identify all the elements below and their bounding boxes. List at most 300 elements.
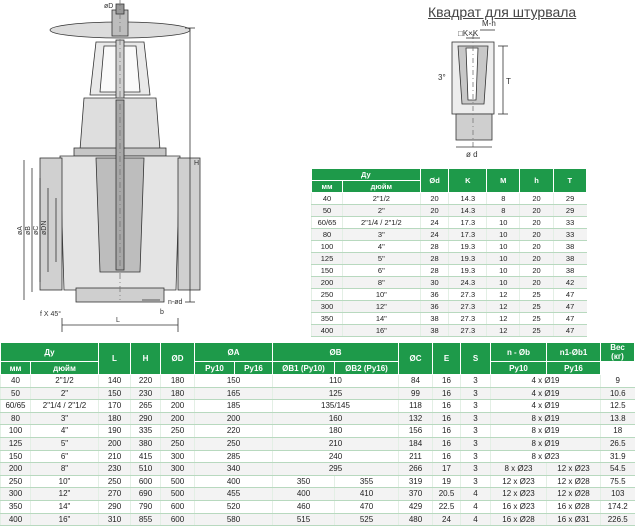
table-cell-mm: 300 (1, 488, 31, 501)
table-cell: 12 (487, 301, 520, 313)
header-K: K (449, 169, 487, 193)
table-cell: 400 (312, 325, 343, 337)
label-3deg: 3° (438, 73, 446, 82)
table-cell-A: 200 (195, 412, 273, 425)
table-cell: 12 (487, 313, 520, 325)
table-cell: 30 (420, 277, 449, 289)
table-cell-A: 400 (195, 475, 273, 488)
table-row (312, 205, 587, 217)
table-row (1, 513, 635, 526)
table-cell-C: 99 (399, 387, 433, 400)
table-cell: 19.3 (449, 241, 487, 253)
table-cell-nb: 8 х Ø23 (491, 463, 547, 476)
table-cell-D: 200 (161, 412, 195, 425)
table-cell: 27.3 (449, 289, 487, 301)
table-cell: 47 (553, 301, 586, 313)
table-cell: 10 (487, 265, 520, 277)
header-weight (601, 343, 635, 362)
table-cell-S: 4 (461, 513, 491, 526)
table-cell-S: 3 (461, 425, 491, 438)
table-cell-H: 220 (131, 375, 161, 388)
header-E: E (433, 343, 461, 375)
table-cell-L: 150 (99, 387, 131, 400)
table-cell-B1: 515 (273, 513, 335, 526)
table-cell: 125 (312, 253, 343, 265)
table-cell-B1: 350 (273, 475, 335, 488)
table-cell: 24.3 (449, 277, 487, 289)
table-cell: 38 (553, 265, 586, 277)
table-cell-E: 16 (433, 437, 461, 450)
table-cell: 8 (487, 193, 520, 205)
table-cell-B2: 470 (335, 500, 399, 513)
table-cell: 8" (343, 277, 421, 289)
table-cell-D: 250 (161, 425, 195, 438)
table-row (312, 313, 587, 325)
table-cell-E: 22.5 (433, 500, 461, 513)
table-cell-A: 580 (195, 513, 273, 526)
table-cell: 20 (520, 253, 553, 265)
table-cell: 14" (343, 313, 421, 325)
table-cell-D: 300 (161, 450, 195, 463)
table-row (312, 265, 587, 277)
table-cell-n1b1: 16 х Ø28 (547, 500, 601, 513)
table-cell: 2" (343, 205, 421, 217)
table-cell-w: 26.5 (601, 437, 635, 450)
table-cell: 47 (553, 325, 586, 337)
table-cell-C: 429 (399, 500, 433, 513)
table-cell-mm: 400 (1, 513, 31, 526)
table-cell: 20 (520, 217, 553, 229)
table-cell-D: 600 (161, 513, 195, 526)
table-row (312, 277, 587, 289)
table-cell-H: 690 (131, 488, 161, 501)
table-cell: 24 (420, 217, 449, 229)
table-cell-E: 16 (433, 425, 461, 438)
square-dimensions-table (311, 168, 587, 337)
table-cell-C: 319 (399, 475, 433, 488)
table-row (312, 229, 587, 241)
table-row (312, 301, 587, 313)
table-cell-nb: 4 х Ø19 (491, 400, 601, 413)
label-phiDN: øDN (41, 220, 48, 235)
header-weight-unit: (кг) (611, 352, 624, 361)
table-cell-C: 132 (399, 412, 433, 425)
table-cell-inch: 6" (31, 450, 99, 463)
header-C: ØC (399, 343, 433, 375)
table-cell: 29 (553, 193, 586, 205)
header-weight-label: Вес (610, 343, 625, 352)
table-cell: 28 (420, 253, 449, 265)
table-cell: 10 (487, 241, 520, 253)
table-cell-inch: 12" (31, 488, 99, 501)
table-row (1, 450, 635, 463)
table-cell-B: 240 (273, 450, 399, 463)
table-cell-mm: 60/65 (1, 400, 31, 413)
table-cell: 3" (343, 229, 421, 241)
table-cell: 36 (420, 301, 449, 313)
table-cell-D: 500 (161, 475, 195, 488)
table-cell-E: 19 (433, 475, 461, 488)
table-cell-B2: 410 (335, 488, 399, 501)
table-cell: 29 (553, 205, 586, 217)
table-cell-inch: 2"1/4 / 2"1/2 (31, 400, 99, 413)
table-cell-nb: 8 х Ø19 (491, 425, 601, 438)
table-cell: 12 (487, 289, 520, 301)
table-row (1, 425, 635, 438)
label-phiD: øD (104, 3, 114, 10)
header-A-pn16: Ру16 (235, 362, 273, 375)
table-cell-nb: 8 х Ø19 (491, 437, 601, 450)
table-cell-S: 3 (461, 450, 491, 463)
table-cell: 33 (553, 217, 586, 229)
table-cell: 10" (343, 289, 421, 301)
table-cell-S: 3 (461, 412, 491, 425)
header-h: h (520, 169, 553, 193)
header-T: T (553, 169, 586, 193)
header-nb: n - Øb (491, 343, 547, 362)
table-cell-D: 200 (161, 400, 195, 413)
table-cell-C: 156 (399, 425, 433, 438)
table-cell: 25 (520, 325, 553, 337)
table-cell: 10 (487, 277, 520, 289)
label-L: L (116, 317, 120, 324)
table-cell: 8 (487, 205, 520, 217)
table-cell-inch: 2" (31, 387, 99, 400)
table-cell-nb: 4 х Ø19 (491, 387, 601, 400)
table-cell-L: 170 (99, 400, 131, 413)
table-row (1, 500, 635, 513)
header-L: L (99, 343, 131, 375)
table-cell: 25 (520, 313, 553, 325)
table-cell-D: 600 (161, 500, 195, 513)
table-cell-D: 180 (161, 375, 195, 388)
label-fx45: f X 45° (40, 311, 62, 318)
header-B: ØB (273, 343, 399, 362)
table-cell: 27.3 (449, 313, 487, 325)
table-cell: 4" (343, 241, 421, 253)
table-cell-H: 335 (131, 425, 161, 438)
header-A: ØA (195, 343, 273, 362)
table-cell-C: 266 (399, 463, 433, 476)
table-row (312, 193, 587, 205)
valve-dimensions-table (0, 342, 635, 526)
table-cell-H: 380 (131, 437, 161, 450)
table-cell-C: 480 (399, 513, 433, 526)
header-A-pn10: Ру10 (195, 362, 235, 375)
table-cell: 17.3 (449, 229, 487, 241)
table-cell-E: 24 (433, 513, 461, 526)
table-cell: 10 (487, 229, 520, 241)
header-inch: дюйм (343, 181, 421, 193)
table-cell-E: 16 (433, 375, 461, 388)
table-cell-D: 300 (161, 463, 195, 476)
label-b: b (160, 309, 164, 316)
label-nd: n-ød (168, 299, 183, 306)
table-cell-B: 295 (273, 463, 399, 476)
table-cell: 38 (420, 325, 449, 337)
table-cell-E: 16 (433, 400, 461, 413)
table-cell-B1: 400 (273, 488, 335, 501)
table-cell: 20 (520, 229, 553, 241)
table-cell: 14.3 (449, 205, 487, 217)
header-du: Ду (1, 343, 99, 362)
table-cell-E: 16 (433, 412, 461, 425)
table-cell-H: 415 (131, 450, 161, 463)
header-H: H (131, 343, 161, 375)
table-row (312, 325, 587, 337)
label-phiC: øC (33, 225, 40, 235)
table-cell-L: 310 (99, 513, 131, 526)
table-cell: 38 (420, 313, 449, 325)
table-cell-nb: 12 х Ø23 (491, 488, 547, 501)
table-cell: 12" (343, 301, 421, 313)
table-cell: 150 (312, 265, 343, 277)
table-cell-S: 3 (461, 375, 491, 388)
table-cell: 40 (312, 193, 343, 205)
table-cell-w: 10.6 (601, 387, 635, 400)
table-row (1, 475, 635, 488)
header-inch: дюйм (31, 362, 99, 375)
table-cell-inch: 14" (31, 500, 99, 513)
table-cell: 20 (420, 193, 449, 205)
table-cell-L: 210 (99, 450, 131, 463)
table-cell: 25 (520, 301, 553, 313)
header-M: M (487, 169, 520, 193)
table-cell-H: 265 (131, 400, 161, 413)
table-cell: 20 (520, 205, 553, 217)
square-title: Квадрат для штурвала (428, 4, 577, 20)
table-cell-inch: 5" (31, 437, 99, 450)
header-nb-pn10: Ру10 (491, 362, 547, 375)
table-cell-nb: 16 х Ø23 (491, 500, 547, 513)
table-cell: 200 (312, 277, 343, 289)
table-cell-S: 3 (461, 400, 491, 413)
table-cell-E: 17 (433, 463, 461, 476)
table-cell-D: 250 (161, 437, 195, 450)
table-cell-A: 150 (195, 375, 273, 388)
table-cell: 2"1/4 / 2"1/2 (343, 217, 421, 229)
header-B1: ØB1 (Ру10) (273, 362, 335, 375)
table-row (1, 387, 635, 400)
table-cell-n1b1: 12 х Ø28 (547, 488, 601, 501)
table-cell-B: 210 (273, 437, 399, 450)
table-cell-L: 190 (99, 425, 131, 438)
table-cell-w: 12.5 (601, 400, 635, 413)
table-cell-w: 31.9 (601, 450, 635, 463)
table-row (1, 463, 635, 476)
table-cell-L: 230 (99, 463, 131, 476)
label-T: T (506, 77, 511, 86)
table-cell-H: 230 (131, 387, 161, 400)
table-cell-D: 500 (161, 488, 195, 501)
table-cell: 10 (487, 253, 520, 265)
table-cell: 50 (312, 205, 343, 217)
table-cell-S: 4 (461, 500, 491, 513)
table-row (1, 437, 635, 450)
table-cell-w: 13.8 (601, 412, 635, 425)
label-phiA: øA (17, 226, 24, 235)
table-cell-S: 3 (461, 387, 491, 400)
table-cell-nb: 4 х Ø19 (491, 375, 601, 388)
header-D: ØD (161, 343, 195, 375)
table-cell-mm: 40 (1, 375, 31, 388)
table-cell-inch: 4" (31, 425, 99, 438)
table-cell-E: 16 (433, 450, 461, 463)
table-cell: 19.3 (449, 253, 487, 265)
table-cell: 33 (553, 229, 586, 241)
label-KK: □K×K (458, 29, 479, 38)
table-cell-n1b1: 16 х Ø31 (547, 513, 601, 526)
table-cell-S: 3 (461, 463, 491, 476)
table-cell: 47 (553, 289, 586, 301)
table-cell: 25 (520, 289, 553, 301)
table-cell-B: 180 (273, 425, 399, 438)
table-cell: 24 (420, 229, 449, 241)
table-cell-L: 290 (99, 500, 131, 513)
table-row (1, 375, 635, 388)
table-cell-n1b1: 12 х Ø23 (547, 463, 601, 476)
table-cell-inch: 16" (31, 513, 99, 526)
header-B2: ØB2 (Ру16) (335, 362, 399, 375)
table-cell: 28 (420, 241, 449, 253)
table-cell: 250 (312, 289, 343, 301)
table-cell-B: 110 (273, 375, 399, 388)
table-cell-n1b1: 12 х Ø28 (547, 475, 601, 488)
table-cell: 300 (312, 301, 343, 313)
table-cell-w: 75.5 (601, 475, 635, 488)
table-cell: 350 (312, 313, 343, 325)
table-cell-mm: 200 (1, 463, 31, 476)
header-S: S (461, 343, 491, 375)
table-cell-C: 370 (399, 488, 433, 501)
table-cell: 27.3 (449, 301, 487, 313)
table-cell-L: 200 (99, 437, 131, 450)
table-cell: 12 (487, 325, 520, 337)
table-cell-B: 135/145 (273, 400, 399, 413)
table-cell-E: 16 (433, 387, 461, 400)
table-cell-w: 54.5 (601, 463, 635, 476)
table-cell-inch: 10" (31, 475, 99, 488)
table-cell-C: 118 (399, 400, 433, 413)
table-cell: 28 (420, 265, 449, 277)
table-row (1, 488, 635, 501)
table-cell: 20 (520, 193, 553, 205)
table-cell-nb: 16 х Ø28 (491, 513, 547, 526)
table-cell-w: 9 (601, 375, 635, 388)
table-cell: 38 (553, 253, 586, 265)
table-cell: 100 (312, 241, 343, 253)
table-row (312, 217, 587, 229)
table-cell-A: 285 (195, 450, 273, 463)
table-cell: 20 (520, 241, 553, 253)
table-cell-A: 220 (195, 425, 273, 438)
table-cell-B: 160 (273, 412, 399, 425)
table-cell-B2: 355 (335, 475, 399, 488)
label-H: H (194, 160, 200, 167)
table-cell-mm: 125 (1, 437, 31, 450)
table-cell-B: 125 (273, 387, 399, 400)
table-cell-S: 3 (461, 437, 491, 450)
header-d: Ød (420, 169, 449, 193)
label-phid: ø d (466, 150, 478, 159)
table-cell-w: 174.2 (601, 500, 635, 513)
table-cell: 47 (553, 313, 586, 325)
table-cell-A: 250 (195, 437, 273, 450)
table-cell-E: 20.5 (433, 488, 461, 501)
table-row (312, 289, 587, 301)
table-row (312, 253, 587, 265)
table-cell: 27.3 (449, 325, 487, 337)
table-cell-H: 600 (131, 475, 161, 488)
table-cell-mm: 150 (1, 450, 31, 463)
table-cell-w: 103 (601, 488, 635, 501)
table-row (1, 412, 635, 425)
table-cell-H: 855 (131, 513, 161, 526)
header-n1b1: n1-Øb1 (547, 343, 601, 362)
table-cell-C: 211 (399, 450, 433, 463)
table-cell-A: 520 (195, 500, 273, 513)
table-cell: 5" (343, 253, 421, 265)
header-n1b1-pn16: Ру16 (547, 362, 601, 375)
header-du: Ду (312, 169, 421, 181)
table-cell-B2: 525 (335, 513, 399, 526)
table-row (1, 400, 635, 413)
table-cell: 20 (520, 277, 553, 289)
table-cell-L: 270 (99, 488, 131, 501)
table-cell-S: 3 (461, 475, 491, 488)
table-cell-L: 180 (99, 412, 131, 425)
table-cell-w: 226.5 (601, 513, 635, 526)
table-cell-A: 455 (195, 488, 273, 501)
table-cell-inch: 2"1/2 (31, 375, 99, 388)
table-cell-nb: 12 х Ø23 (491, 475, 547, 488)
table-cell: 6" (343, 265, 421, 277)
table-cell-B1: 460 (273, 500, 335, 513)
table-cell-mm: 50 (1, 387, 31, 400)
table-cell-nb: 8 х Ø23 (491, 450, 601, 463)
table-cell-w: 18 (601, 425, 635, 438)
table-cell-mm: 80 (1, 412, 31, 425)
table-cell: 80 (312, 229, 343, 241)
table-cell-nb: 8 х Ø19 (491, 412, 601, 425)
table-cell-L: 250 (99, 475, 131, 488)
table-cell: 10 (487, 217, 520, 229)
table-cell-A: 165 (195, 387, 273, 400)
table-cell-A: 185 (195, 400, 273, 413)
table-cell-mm: 350 (1, 500, 31, 513)
table-cell: 20 (520, 265, 553, 277)
table-cell-H: 290 (131, 412, 161, 425)
table-cell-H: 510 (131, 463, 161, 476)
header-mm: мм (1, 362, 31, 375)
table-cell-L: 140 (99, 375, 131, 388)
table-cell: 42 (553, 277, 586, 289)
table-cell: 17.3 (449, 217, 487, 229)
table-cell-mm: 250 (1, 475, 31, 488)
label-Mh: M-h (482, 19, 496, 28)
table-cell: 36 (420, 289, 449, 301)
table-cell-H: 790 (131, 500, 161, 513)
table-cell: 20 (420, 205, 449, 217)
table-cell: 19.3 (449, 265, 487, 277)
table-cell-C: 84 (399, 375, 433, 388)
label-phiB: øB (25, 226, 32, 235)
table-cell-A: 340 (195, 463, 273, 476)
table-row (312, 241, 587, 253)
header-mm: мм (312, 181, 343, 193)
table-cell: 16" (343, 325, 421, 337)
table-cell-D: 180 (161, 387, 195, 400)
